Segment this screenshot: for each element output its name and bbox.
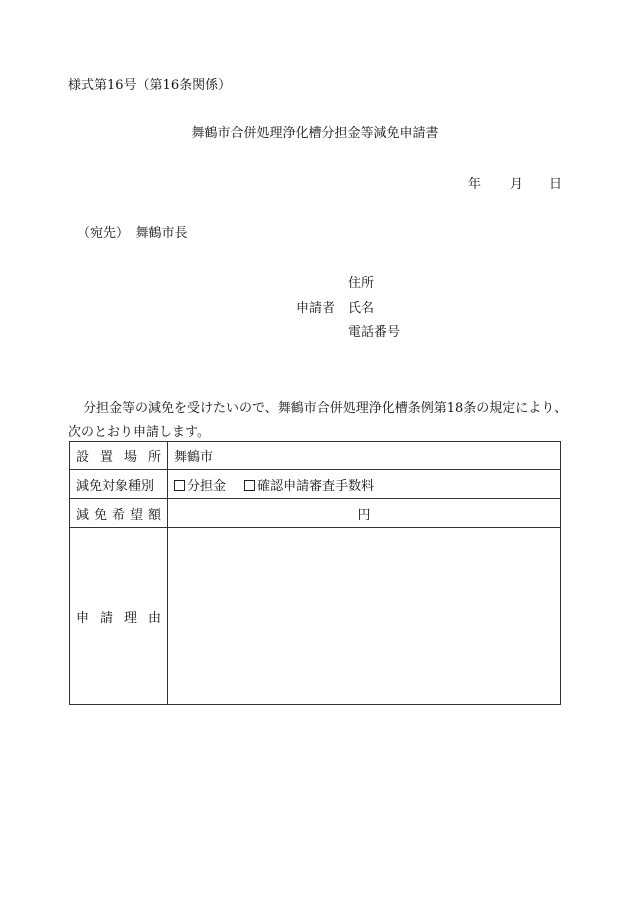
address-label: 住所 [348, 276, 375, 291]
installation-site-value[interactable]: 舞鶴市 [168, 442, 561, 470]
option-share-fee[interactable] [174, 475, 226, 494]
applicant-label: 申請者 [296, 301, 336, 316]
checkbox-icon[interactable] [174, 480, 185, 491]
date-month-label: 月 [510, 177, 524, 192]
form-number: 様式第16号（第16条関係） [68, 78, 232, 93]
name-label: 氏名 [348, 301, 375, 316]
table-row-reason [70, 528, 561, 705]
addressee: （宛先） 舞鶴市長 [77, 226, 188, 241]
exemption-type-options [168, 470, 561, 499]
checkbox-icon[interactable] [244, 480, 255, 491]
date-year-label: 年 [468, 177, 482, 192]
installation-site-label: 設置場所 [70, 442, 168, 470]
exemption-type-label: 減免対象種別 [70, 470, 168, 499]
option-review-fee-label: 確認申請審査手数料 [257, 478, 375, 494]
phone-label: 電話番号 [348, 325, 401, 340]
document-title: 舞鶴市合併処理浄化槽分担金等減免申請書 [191, 126, 439, 141]
table-row-exemption-type [70, 470, 561, 499]
application-table [69, 441, 561, 705]
option-share-fee-label: 分担金 [187, 478, 227, 494]
body-text-line-2: 次のとおり申請します。 [68, 425, 210, 440]
table-row-installation-site [70, 442, 561, 470]
requested-amount-label: 減免希望額 [70, 499, 168, 528]
body-text-line-1: 分担金等の減免を受けたいので、舞鶴市合併処理浄化槽条例第18条の規定により、 [83, 401, 568, 416]
date-day-label: 日 [549, 177, 563, 192]
reason-value[interactable] [168, 528, 561, 705]
option-review-fee[interactable] [244, 475, 374, 494]
requested-amount-value[interactable]: 円 [168, 499, 561, 528]
reason-label: 申請理由 [70, 528, 168, 705]
table-row-requested-amount [70, 499, 561, 528]
